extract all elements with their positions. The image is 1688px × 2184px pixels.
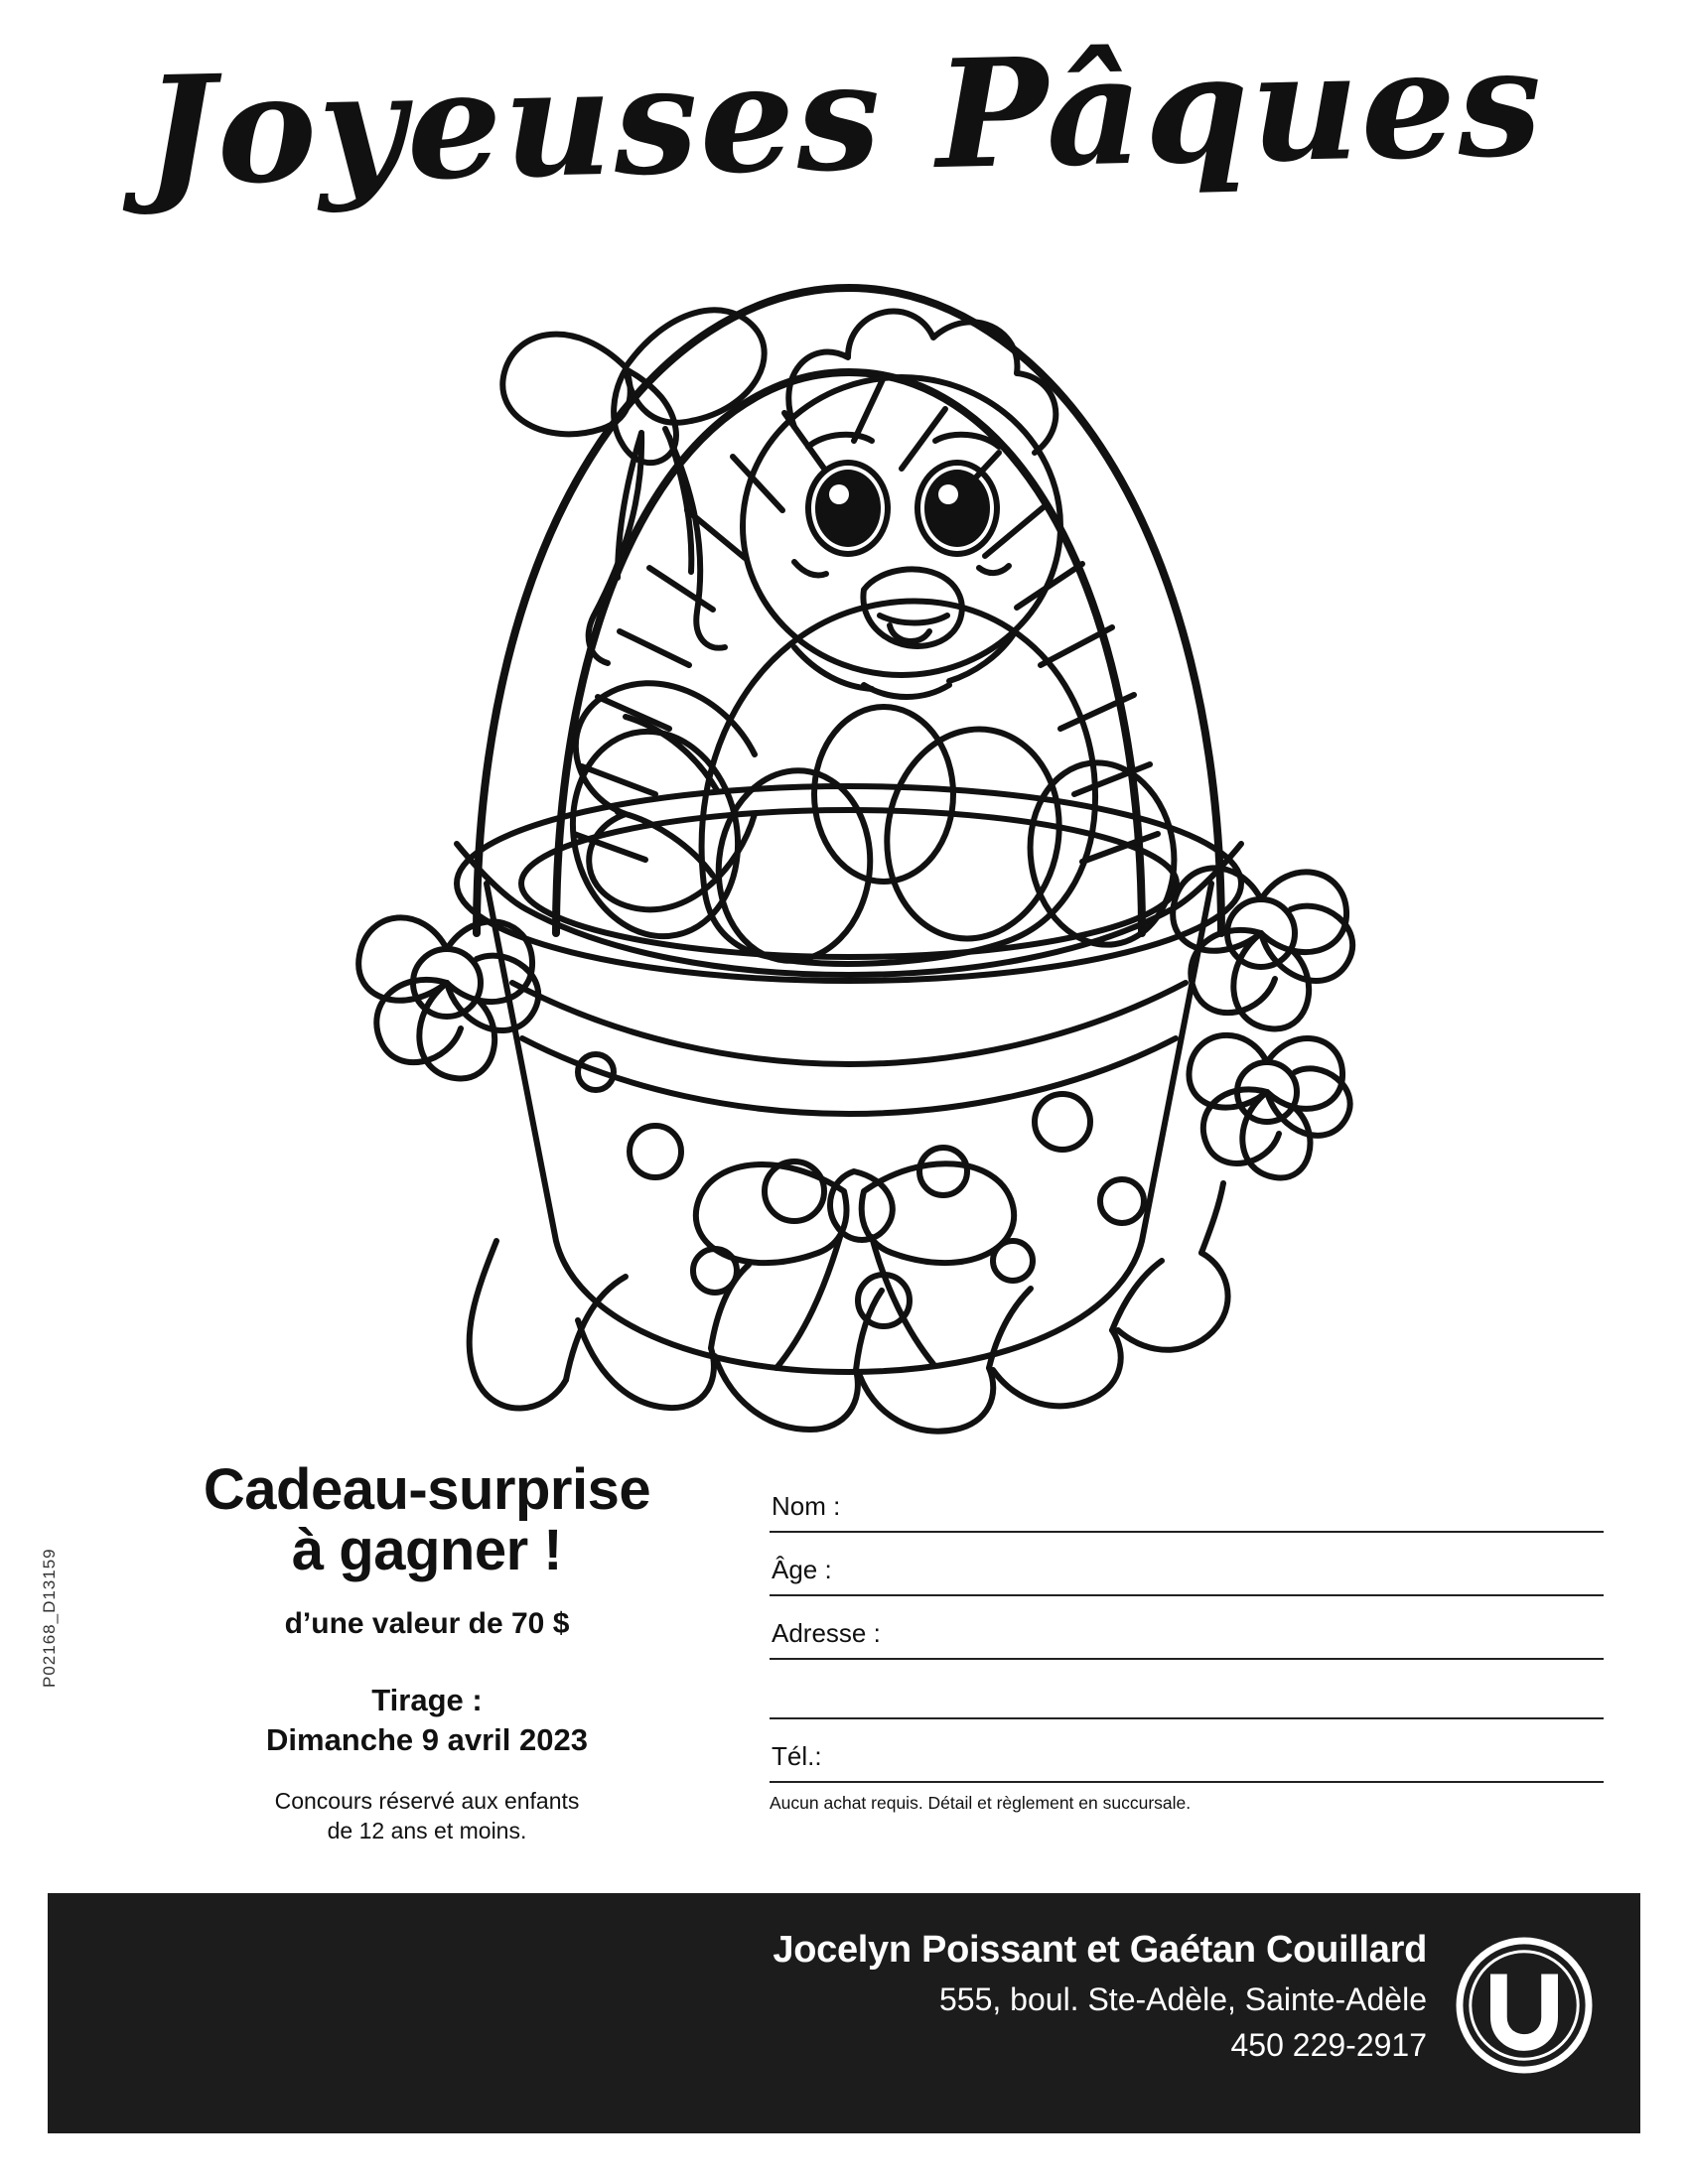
field-tel[interactable] (770, 1719, 1604, 1783)
contest-headline (109, 1459, 745, 1581)
footer-owner-names: Jocelyn Poissant et Gaétan Couillard (773, 1929, 1427, 1971)
draw-date: Dimanche 9 avril 2023 (266, 1721, 588, 1757)
contest-rules (109, 1787, 745, 1846)
field-adresse-line2[interactable] (770, 1660, 1604, 1719)
field-nom-label: Nom : (772, 1491, 841, 1521)
contest-rules-line1: Concours réservé aux enfants (274, 1788, 580, 1815)
contest-headline-line1: Cadeau-surprise (203, 1457, 651, 1522)
footer-address: 555, boul. Ste-Adèle, Sainte-Adèle (939, 1981, 1427, 2018)
footer-bar (48, 1893, 1640, 2133)
draw-info (109, 1681, 745, 1759)
field-adresse-label: Adresse : (772, 1618, 881, 1648)
footer-phone: 450 229-2917 (1230, 2027, 1427, 2064)
metro-u-logo (1456, 1937, 1593, 2074)
page-title: Joyeuses Pâques (142, 15, 1546, 219)
field-age-label: Âge : (772, 1555, 832, 1584)
form-note: Aucun achat requis. Détail et règlement en succursale. (770, 1793, 1192, 1813)
entry-form[interactable] (770, 1469, 1604, 1814)
field-adresse[interactable] (770, 1596, 1604, 1660)
field-age[interactable] (770, 1533, 1604, 1596)
contest-rules-line2: de 12 ans et moins. (327, 1818, 527, 1844)
footer-store-info (773, 1925, 1427, 2067)
draw-label: Tirage : (371, 1682, 483, 1717)
contest-block (109, 1459, 745, 1846)
print-code: P02168_D13159 (40, 1548, 59, 1688)
contest-value: d’une valeur de 70 $ (284, 1606, 570, 1640)
contest-headline-line2: à gagner ! (291, 1518, 563, 1583)
field-tel-label: Tél.: (772, 1741, 822, 1771)
field-nom[interactable] (770, 1469, 1604, 1533)
easter-chick-in-basket-coloring-illustration (328, 199, 1370, 1439)
